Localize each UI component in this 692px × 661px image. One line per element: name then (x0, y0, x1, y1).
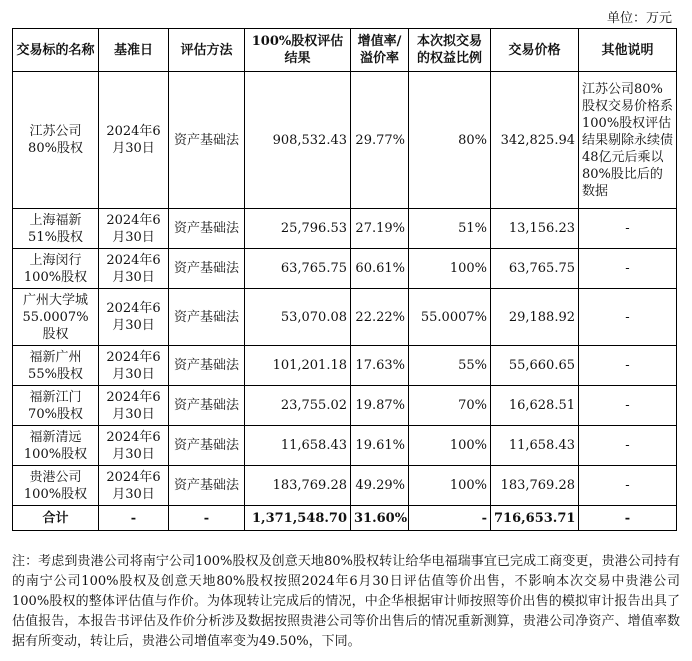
appreciation-rate: 27.19% (351, 209, 409, 249)
header-cell: 其他说明 (579, 29, 677, 72)
footnote: 注：考虑到贵港公司将南宁公司100%股权及创意天地80%股权转让给华电福瑞事宜已完成工商变更，贵港公司持有的南宁公司100%股权及创意天地80%股权按照2024年6月30日评估值等价出售，不影响本次交易中贵港公司100%股权的整体评估值与作价。为体现转让完成后的情况，中企华根据审计师按照等价出售的模拟审计报告出具了估值报告，本报告书评估及作价分析涉及数据按照贵港公司等价出售后的情况重新测算，贵港公司净资产、增值率数据有所变动，转让后，贵港公司增值率变为49.50%，下同。 (12, 554, 680, 649)
appreciation-rate: 22.22% (351, 289, 409, 346)
appreciation-rate: 49.29% (351, 466, 409, 506)
trade-price: 11,658.43 (491, 426, 579, 466)
valuation-result: 183,769.28 (245, 466, 351, 506)
target-name: 广州大学城55.0007%股权 (13, 289, 99, 346)
other-note: - (579, 386, 677, 426)
header-cell: 交易标的名称 (13, 29, 99, 72)
method: 资产基础法 (169, 72, 245, 209)
header-cell: 交易价格 (491, 29, 579, 72)
total-ratio: - (409, 506, 491, 531)
trade-price: 55,660.65 (491, 346, 579, 386)
method: 资产基础法 (169, 386, 245, 426)
trade-price: 183,769.28 (491, 466, 579, 506)
base-date: 2024年6月30日 (99, 386, 169, 426)
appreciation-rate: 19.87% (351, 386, 409, 426)
table-row (13, 209, 677, 249)
valuation-result: 63,765.75 (245, 249, 351, 289)
trade-price: 16,628.51 (491, 386, 579, 426)
valuation-result: 101,201.18 (245, 346, 351, 386)
appreciation-rate: 60.61% (351, 249, 409, 289)
valuation-result: 11,658.43 (245, 426, 351, 466)
table-row (13, 72, 677, 209)
table-row (13, 249, 677, 289)
total-method: - (169, 506, 245, 531)
target-name: 福新江门70%股权 (13, 386, 99, 426)
trade-price: 63,765.75 (491, 249, 579, 289)
other-note: - (579, 289, 677, 346)
trade-price: 342,825.94 (491, 72, 579, 209)
appreciation-rate: 17.63% (351, 346, 409, 386)
method: 资产基础法 (169, 209, 245, 249)
total-date: - (99, 506, 169, 531)
equity-ratio: 100% (409, 466, 491, 506)
header-row (13, 29, 677, 72)
total-note: - (579, 506, 677, 531)
base-date: 2024年6月30日 (99, 72, 169, 209)
target-name: 福新广州55%股权 (13, 346, 99, 386)
other-note: - (579, 426, 677, 466)
header-cell: 100%股权评估结果 (245, 29, 351, 72)
header-cell: 增值率/溢价率 (351, 29, 409, 72)
table-row (13, 426, 677, 466)
appreciation-rate: 29.77% (351, 72, 409, 209)
header-cell: 评估方法 (169, 29, 245, 72)
equity-ratio: 100% (409, 426, 491, 466)
target-name: 福新清远100%股权 (13, 426, 99, 466)
other-note: - (579, 466, 677, 506)
valuation-result: 23,755.02 (245, 386, 351, 426)
equity-ratio: 55.0007% (409, 289, 491, 346)
trade-price: 29,188.92 (491, 289, 579, 346)
valuation-result: 908,532.43 (245, 72, 351, 209)
other-note: - (579, 209, 677, 249)
total-rate: 31.60% (351, 506, 409, 531)
target-name: 上海福新51%股权 (13, 209, 99, 249)
valuation-table (12, 28, 677, 531)
total-result: 1,371,548.70 (245, 506, 351, 531)
equity-ratio: 80% (409, 72, 491, 209)
method: 资产基础法 (169, 426, 245, 466)
base-date: 2024年6月30日 (99, 209, 169, 249)
method: 资产基础法 (169, 466, 245, 506)
table-row (13, 346, 677, 386)
base-date: 2024年6月30日 (99, 249, 169, 289)
base-date: 2024年6月30日 (99, 466, 169, 506)
valuation-result: 53,070.08 (245, 289, 351, 346)
equity-ratio: 51% (409, 209, 491, 249)
appreciation-rate: 19.61% (351, 426, 409, 466)
valuation-result: 25,796.53 (245, 209, 351, 249)
other-note: - (579, 346, 677, 386)
method: 资产基础法 (169, 289, 245, 346)
trade-price: 13,156.23 (491, 209, 579, 249)
target-name: 江苏公司80%股权 (13, 72, 99, 209)
total-row (13, 506, 677, 531)
equity-ratio: 100% (409, 249, 491, 289)
header-cell: 本次拟交易的权益比例 (409, 29, 491, 72)
method: 资产基础法 (169, 346, 245, 386)
table-row (13, 386, 677, 426)
table-row (13, 466, 677, 506)
base-date: 2024年6月30日 (99, 289, 169, 346)
base-date: 2024年6月30日 (99, 426, 169, 466)
base-date: 2024年6月30日 (99, 346, 169, 386)
total-label: 合计 (13, 506, 99, 531)
equity-ratio: 55% (409, 346, 491, 386)
target-name: 贵港公司100%股权 (13, 466, 99, 506)
table-row (13, 289, 677, 346)
other-note: - (579, 249, 677, 289)
total-price: 716,653.71 (491, 506, 579, 531)
header-cell: 基准日 (99, 29, 169, 72)
unit-label: 单位：万元 (606, 11, 672, 26)
equity-ratio: 70% (409, 386, 491, 426)
target-name: 上海闵行100%股权 (13, 249, 99, 289)
other-note: 江苏公司80%股权交易价格系100%股权评估结果剔除永续债48亿元后乘以80%股比后的数据 (579, 72, 677, 209)
method: 资产基础法 (169, 249, 245, 289)
